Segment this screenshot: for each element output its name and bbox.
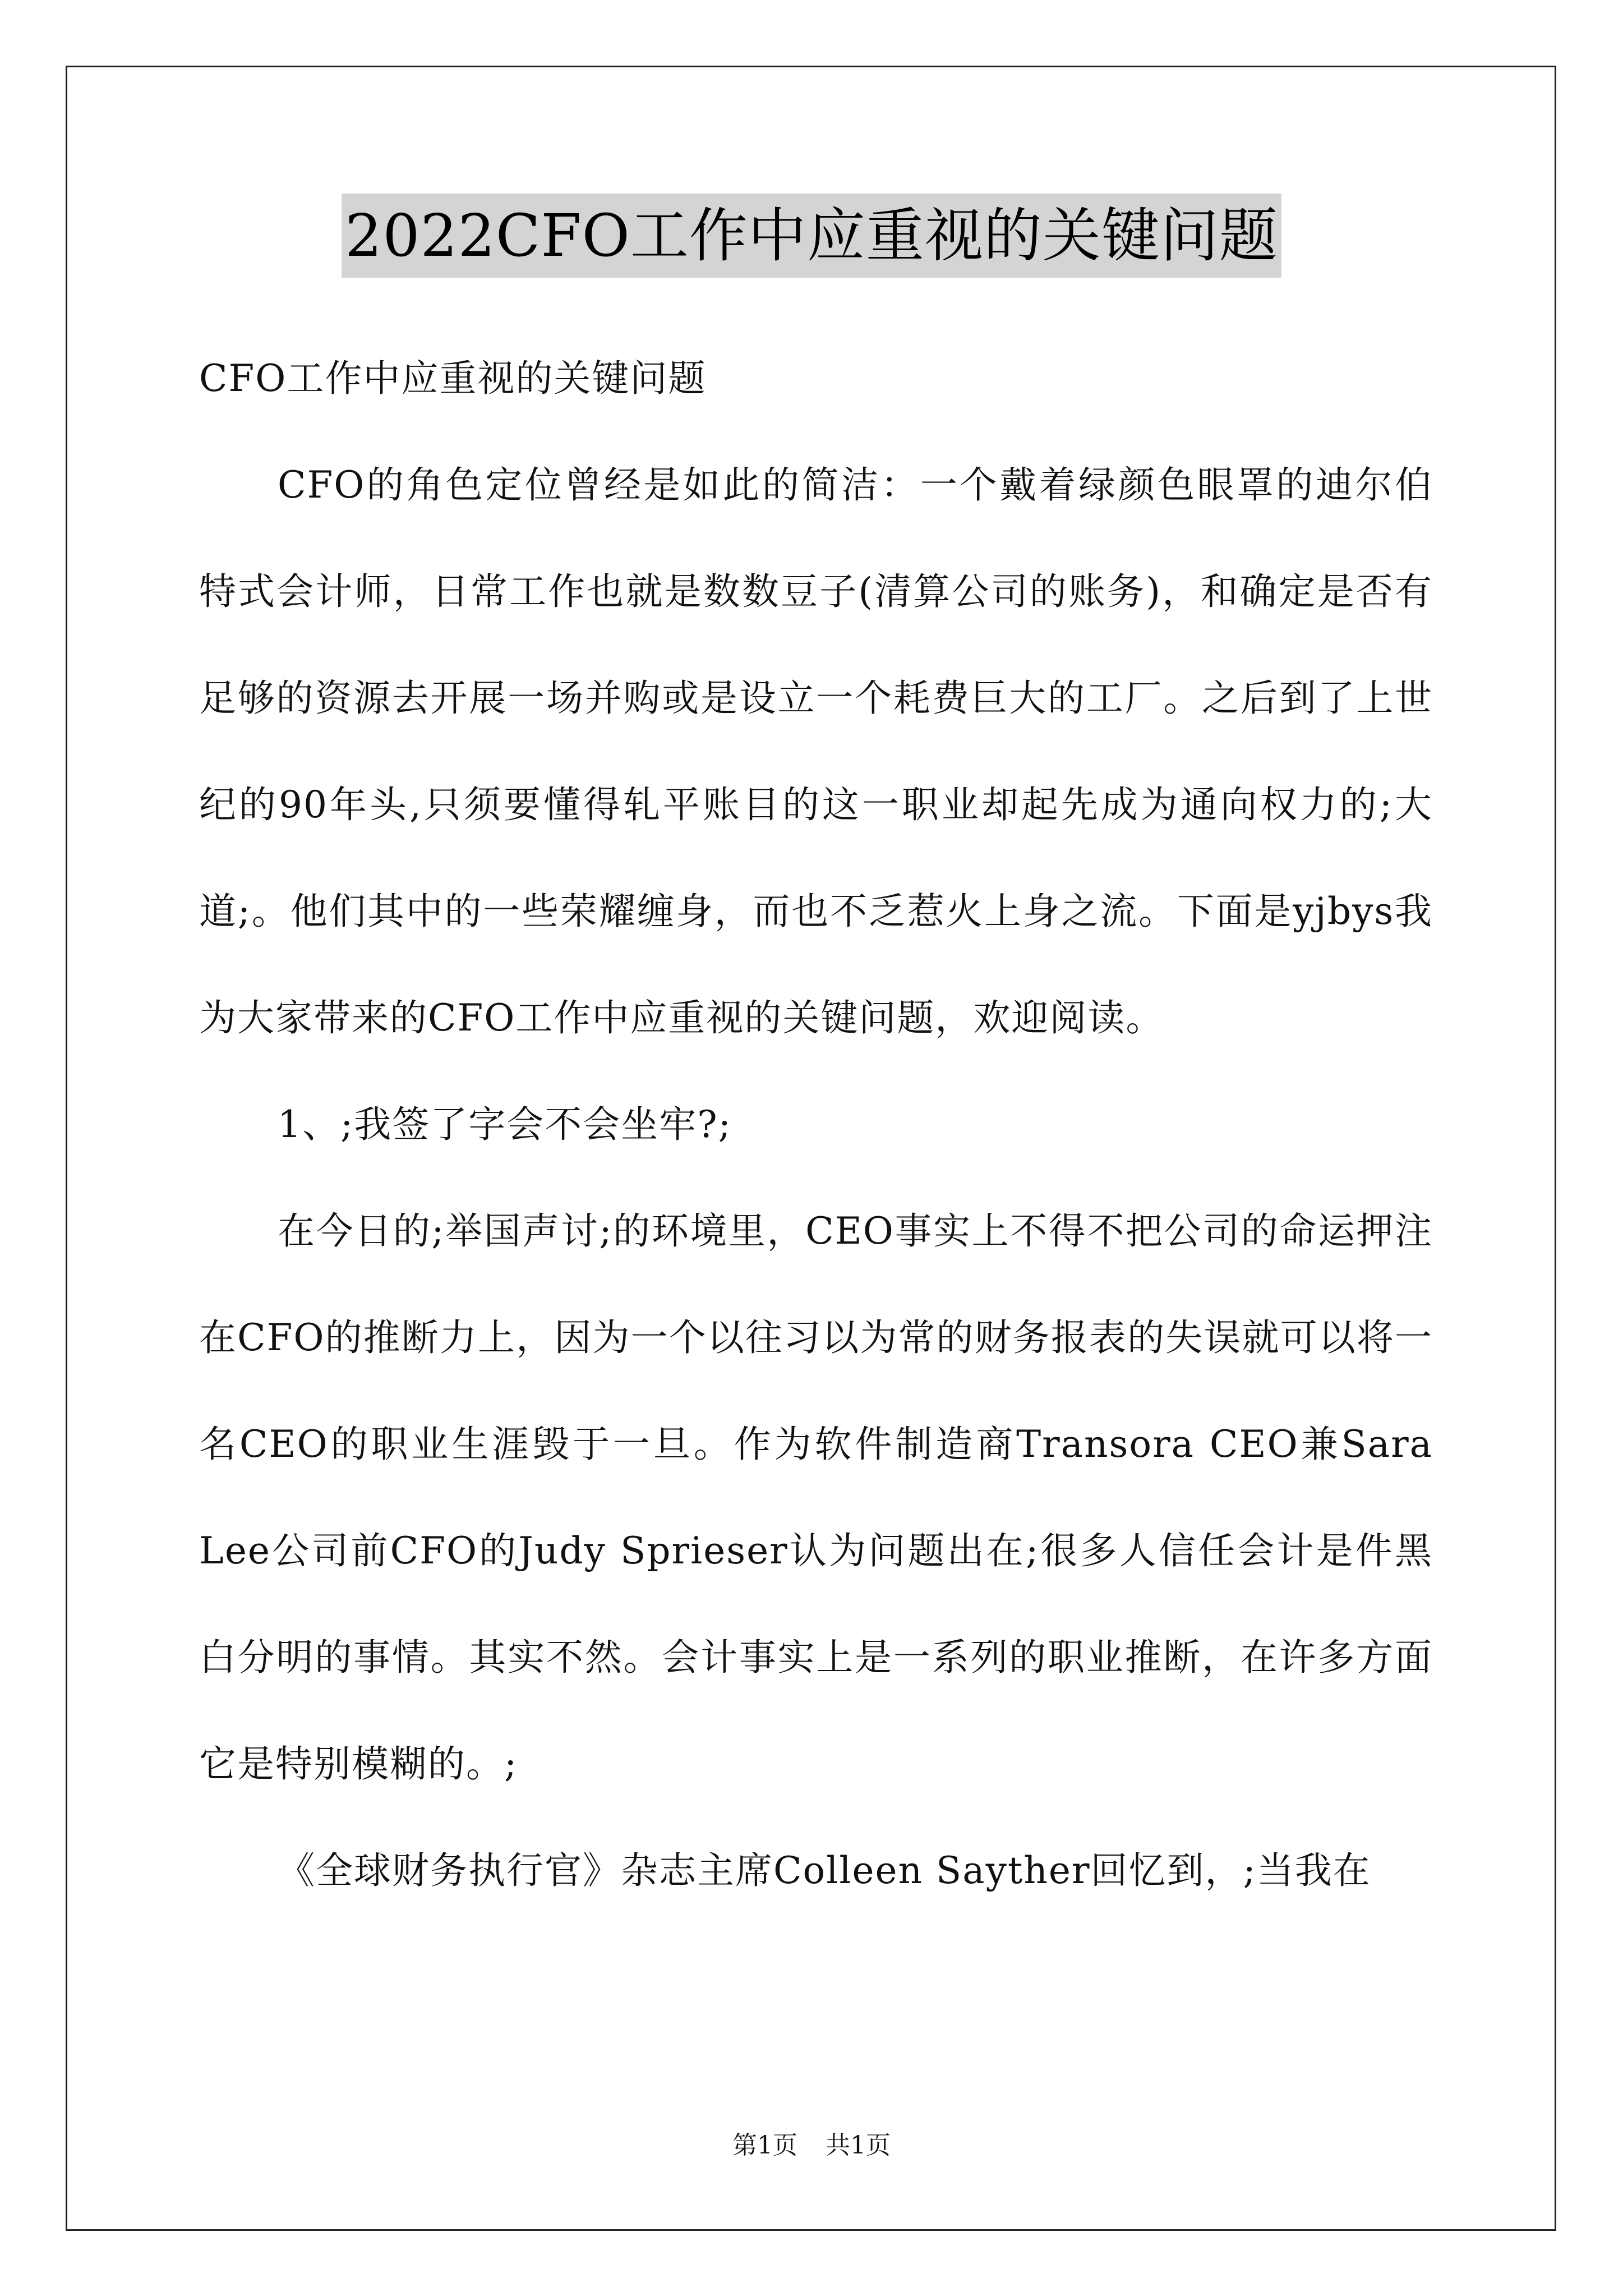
page-number: 第1页 xyxy=(732,2131,797,2160)
body-paragraph: 《全球财务执行官》杂志主席Colleen Sayther回忆到，;当我在 xyxy=(278,1849,1371,1892)
title-block xyxy=(0,194,1623,278)
subtitle-paragraph: CFO工作中应重视的关键问题 xyxy=(199,357,707,400)
document-title: 2022CFO工作中应重视的关键问题 xyxy=(342,194,1281,278)
page-footer xyxy=(0,2129,1623,2162)
body-paragraph: 在今日的;举国声讨;的环境里，CEO事实上不得不把公司的命运押注在CFO的推断力上，因为一个以往习以为常的财务报表的失误就可以将一名CEO的职业生涯毁于一旦。作为软件制造商Transora CEO兼Sara Lee公司前CFO的Judy Sprieser认为问题出在;很多人信任会计是件黑白分明的事情。其实不然。会计事实上是一系列的职业推断，在许多方面它是特别模糊的。; xyxy=(199,1209,1433,1786)
page-total: 共1页 xyxy=(826,2131,891,2160)
section-heading-paragraph: 1、;我签了字会不会坐牢?; xyxy=(278,1103,732,1146)
body-paragraph: CFO的角色定位曾经是如此的简洁：一个戴着绿颜色眼罩的迪尔伯特式会计师，日常工作也就是数数豆子(清算公司的账务)，和确定是否有足够的资源去开展一场并购或是设立一个耗费巨大的工厂。之后到了上世纪的90年头,只须要懂得轧平账目的这一职业却起先成为通向权力的;大道;。他们其中的一些荣耀缠身，而也不乏惹火上身之流。下面是yjbys我为大家带来的CFO工作中应重视的关键问题，欢迎阅读。 xyxy=(199,463,1433,1039)
document-body xyxy=(199,325,1433,1924)
